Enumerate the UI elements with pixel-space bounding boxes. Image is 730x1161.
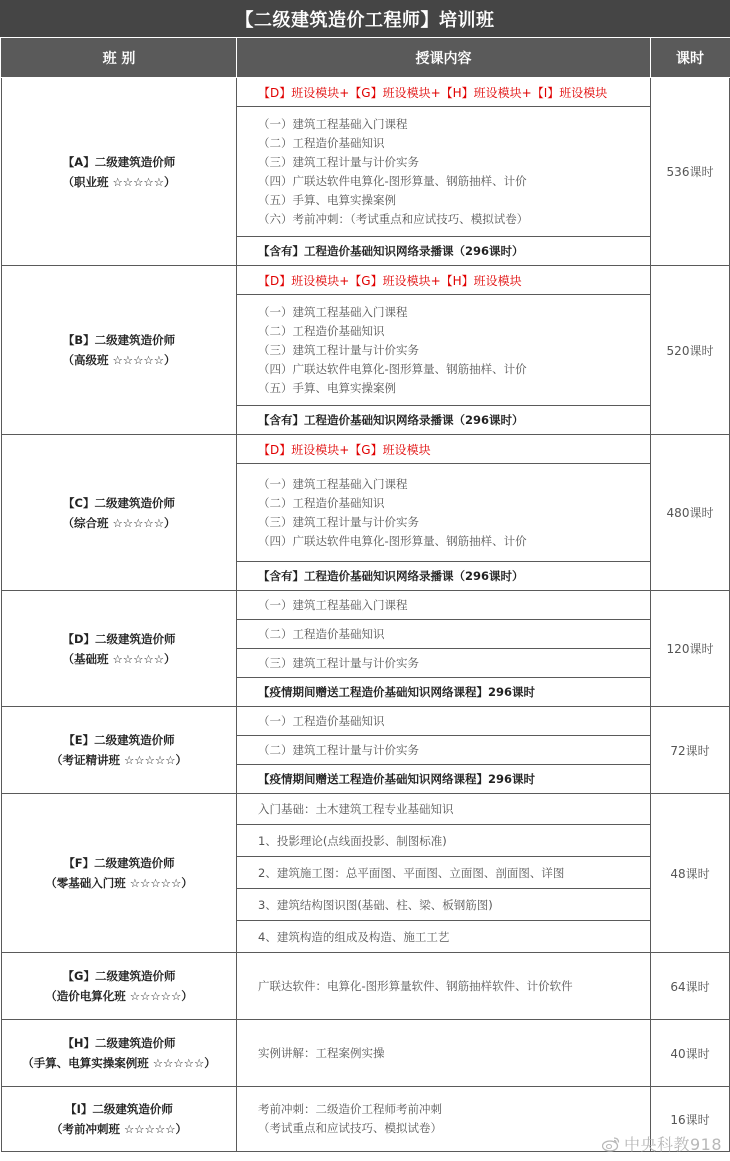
watermark: [602, 1132, 722, 1155]
table-row: [2, 794, 730, 825]
modules-cell: 【D】班设模块+【G】班设模块+【H】班设模块: [237, 266, 651, 295]
course-item-cell: 广联达软件：电算化-图形算量软件、钢筋抽样软件、计价软件: [237, 953, 651, 1020]
list-item: （一）建筑工程基础入门课程: [258, 304, 408, 319]
hours-cell: 72课时: [651, 707, 730, 794]
table-row: [2, 591, 730, 620]
class-name: 【H】二级建筑造价师: [62, 1036, 176, 1050]
course-items: [237, 295, 651, 406]
course-item-cell: （一）工程造价基础知识: [237, 707, 651, 736]
hours-cell: 40课时: [651, 1020, 730, 1087]
class-level: （零基础入门班 ☆☆☆☆☆）: [45, 876, 193, 890]
class-cell-b: [2, 266, 237, 435]
list-item: 考前冲刺：二级造价工程师考前冲刺: [258, 1102, 442, 1116]
class-cell-c: [2, 435, 237, 591]
class-name: 【I】二级建筑造价师: [65, 1102, 173, 1116]
course-items: [237, 1087, 651, 1152]
class-name: 【F】二级建筑造价师: [63, 856, 175, 870]
hours-cell: 48课时: [651, 794, 730, 953]
header-content: 授课内容: [237, 39, 651, 78]
class-level: （基础班 ☆☆☆☆☆）: [62, 651, 176, 666]
class-level: （高级班 ☆☆☆☆☆）: [62, 353, 176, 367]
class-level: （职业班 ☆☆☆☆☆）: [62, 174, 176, 189]
course-item-cell: 1、投影理论(点线面投影、制图标准): [237, 825, 651, 857]
course-items: [237, 107, 651, 237]
class-cell-a: [2, 78, 237, 266]
weibo-logo-icon: [602, 1136, 620, 1152]
list-item: （一）建筑工程基础入门课程: [258, 476, 408, 491]
extra-course-cell: 【含有】工程造价基础知识网络录播课（296课时）: [237, 237, 651, 266]
list-item: （五）手算、电算实操案例: [258, 380, 396, 395]
class-cell-d: [2, 591, 237, 707]
course-items: [237, 464, 651, 562]
hours-cell: 520课时: [651, 266, 730, 435]
page-title: 【二级建筑造价工程师】培训班: [0, 0, 730, 37]
list-item: （三）建筑工程计量与计价实务: [258, 514, 419, 529]
extra-course-cell: 【含有】工程造价基础知识网络录播课（296课时）: [237, 562, 651, 591]
course-item-cell: 2、建筑施工图：总平面图、平面图、立面图、剖面图、详图: [237, 857, 651, 889]
class-name: 【E】二级建筑造价师: [63, 733, 175, 747]
hours-cell: 120课时: [651, 591, 730, 707]
course-item-cell: （二）建筑工程计量与计价实务: [237, 736, 651, 765]
list-item: （六）考前冲刺：（考试重点和应试技巧、模拟试卷）: [258, 211, 529, 226]
list-item: （三）建筑工程计量与计价实务: [258, 342, 419, 357]
list-item: （一）建筑工程基础入门课程: [258, 116, 408, 131]
table-row: [2, 953, 730, 1020]
course-item-cell: 入门基础：土木建筑工程专业基础知识: [237, 794, 651, 825]
list-item: （四）广联达软件电算化-图形算量、钢筋抽样、计价: [258, 361, 527, 376]
list-item: （三）建筑工程计量与计价实务: [258, 154, 419, 169]
table-row: [2, 78, 730, 107]
list-item: （四）广联达软件电算化-图形算量、钢筋抽样、计价: [258, 173, 527, 188]
watermark-text: 中央科教918: [623, 1135, 722, 1154]
list-item: （二）工程造价基础知识: [258, 323, 385, 338]
class-cell-e: [2, 707, 237, 794]
list-item: （考试重点和应试技巧、模拟试卷）: [258, 1121, 442, 1135]
class-name: 【C】二级建筑造价师: [63, 495, 175, 510]
class-name: 【G】二级建筑造价师: [62, 969, 176, 983]
hours-cell: 536课时: [651, 78, 730, 266]
class-name: 【A】二级建筑造价师: [62, 154, 176, 169]
class-level: （造价电算化班 ☆☆☆☆☆）: [45, 989, 193, 1003]
modules-cell: 【D】班设模块+【G】班设模块+【H】班设模块+【I】班设模块: [237, 78, 651, 107]
table-header-row: [2, 39, 730, 78]
class-cell-i: [2, 1087, 237, 1152]
class-level: （考证精讲班 ☆☆☆☆☆）: [50, 753, 188, 767]
table-row: [2, 1020, 730, 1087]
class-cell-h: [2, 1020, 237, 1087]
class-level: （手算、电算实操案例班 ☆☆☆☆☆）: [22, 1056, 216, 1070]
modules-cell: 【D】班设模块+【G】班设模块: [237, 435, 651, 464]
hours-cell: 16课时: [651, 1087, 730, 1152]
extra-course-cell: 【含有】工程造价基础知识网络录播课（296课时）: [237, 406, 651, 435]
table-row: [2, 435, 730, 464]
class-name: 【B】二级建筑造价师: [62, 333, 176, 347]
hours-cell: 64课时: [651, 953, 730, 1020]
class-cell-g: [2, 953, 237, 1020]
table-row: [2, 266, 730, 295]
extra-course-cell: 【疫情期间赠送工程造价基础知识网络课程】296课时: [237, 678, 651, 707]
hours-cell: 480课时: [651, 435, 730, 591]
class-level: （考前冲刺班 ☆☆☆☆☆）: [50, 1122, 188, 1136]
list-item: （五）手算、电算实操案例: [258, 192, 396, 207]
list-item: （四）广联达软件电算化-图形算量、钢筋抽样、计价: [258, 533, 527, 548]
course-item-cell: （一）建筑工程基础入门课程: [237, 591, 651, 620]
table-row: [2, 707, 730, 736]
extra-course-cell: 【疫情期间赠送工程造价基础知识网络课程】296课时: [237, 765, 651, 794]
header-class: 班 别: [2, 39, 237, 78]
course-item-cell: 3、建筑结构图识图(基础、柱、梁、板钢筋图): [237, 889, 651, 921]
course-item-cell: （三）建筑工程计量与计价实务: [237, 649, 651, 678]
course-item-cell: 实例讲解：工程案例实操: [237, 1020, 651, 1087]
class-cell-f: [2, 794, 237, 953]
course-item-cell: 4、建筑构造的组成及构造、施工工艺: [237, 921, 651, 953]
header-hours: 课时: [651, 39, 730, 78]
list-item: （二）工程造价基础知识: [258, 135, 385, 150]
course-item-cell: （二）工程造价基础知识: [237, 620, 651, 649]
class-level: （综合班 ☆☆☆☆☆）: [62, 515, 176, 530]
list-item: （二）工程造价基础知识: [258, 495, 385, 510]
class-name: 【D】二级建筑造价师: [62, 631, 176, 646]
course-table: [1, 38, 730, 1152]
